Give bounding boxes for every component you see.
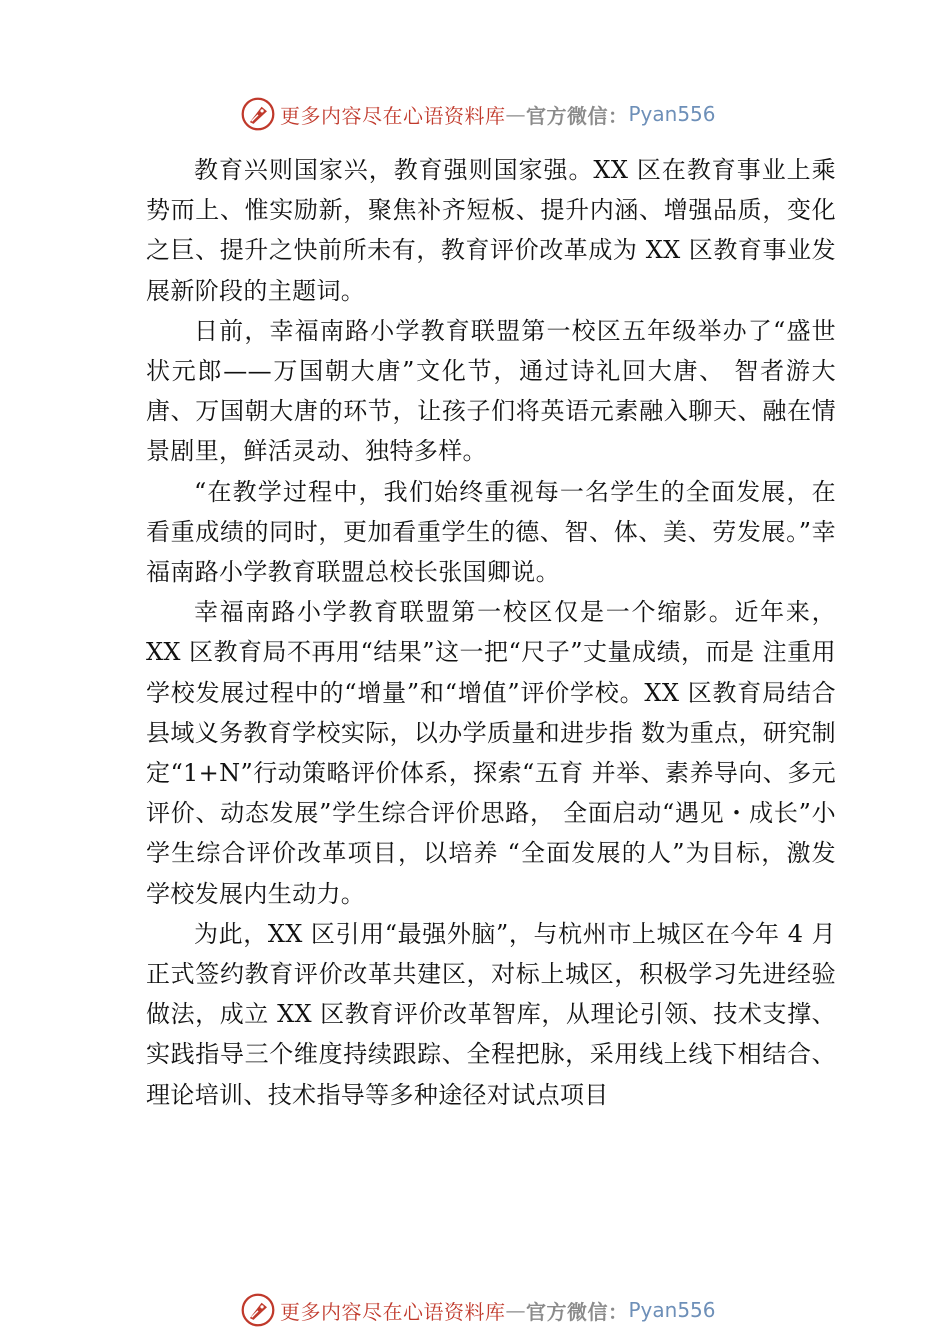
paragraph: 为此，XX 区引用“最强外脑”，与杭州市上城区在今年 4 月正式签约教育评价改革共建区，对标上城区，积极学习先进经验做法，成立 XX 区教育评价改革智库，从理论引领、技术支撑、实践指导三个维度持续跟踪、全程把脉，采用线上线下相结合、理论培训、技术指导等多种途径对试点项目 [146,919,836,1109]
wechat-label: 官方微信： [526,1299,629,1324]
header-banner [240,94,716,134]
wechat-label: 官方微信： [526,103,629,128]
footer-banner [240,1290,716,1330]
pen-nib-logo-icon [240,96,276,132]
brand-dash: — [505,102,526,126]
brand-name: 更多内容尽在心语资料库 [280,1299,506,1324]
pen-nib-logo-icon [240,1292,276,1328]
paragraph: 日前，幸福南路小学教育联盟第一校区五年级举办了“盛世状元郎——万国朝大唐”文化节，通过诗礼回大唐、 智者游大唐、万国朝大唐的环节，让孩子们将英语元素融入聊天、融在情景剧里，鲜活灵动、独特多样。 [146,316,836,466]
wechat-id: Pyan556 [628,1298,716,1322]
paragraph: 教育兴则国家兴，教育强则国家强。XX 区在教育事业上乘势而上、惟实励新，聚焦补齐短板、提升内涵、增强品质，变化之巨、提升之快前所未有，教育评价改革成为 XX 区教育事业发展新阶段的主题词。 [146,156,836,305]
wechat-id: Pyan556 [628,102,716,126]
paragraph: 幸福南路小学教育联盟第一校区仅是一个缩影。近年来，XX 区教育局不再用“结果”这一把“尺子”丈量成绩，而是 注重用学校发展过程中的“增量”和“增值”评价学校。XX 区教育局结合县域义务教育学校实际，以办学质量和进步指 数为重点，研究制定“1+N”行动策略评价体系，探索“五育 并举、素养导向、多元评价、动态发展”学生综合评价思路， 全面启动“遇见・成长”小学生综合评价改革项目，以培养 “全面发展的人”为目标，激发学校发展内生动力。 [146,598,836,908]
brand-name: 更多内容尽在心语资料库 [280,103,506,128]
paragraph: “在教学过程中，我们始终重视每一名学生的全面发展，在看重成绩的同时，更加看重学生的德、智、体、美、劳发展。”幸福南路小学教育联盟总校长张国卿说。 [146,477,836,587]
brand-dash: — [505,1298,526,1322]
article-body [146,150,836,1115]
